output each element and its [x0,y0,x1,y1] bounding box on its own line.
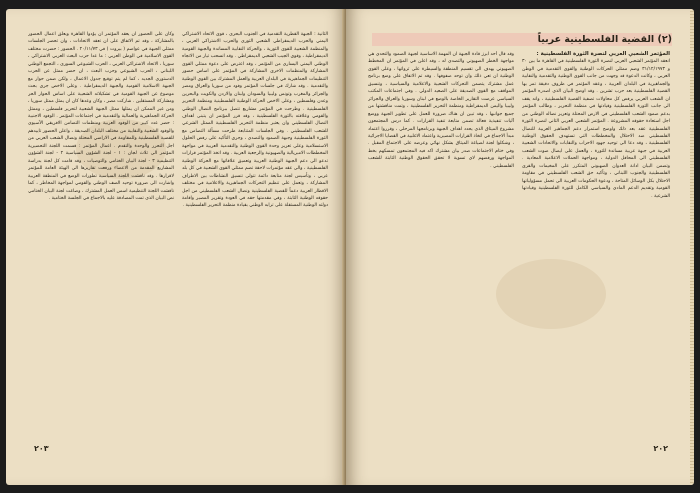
left-page-column-right [182,31,328,445]
left-page-column-left [28,31,174,445]
right-page-column-left [368,51,514,447]
page-edge [690,9,694,485]
left-page-number: ٢٠٣ [34,444,49,453]
right-page [346,9,694,485]
left-page [6,9,346,485]
section-title: المؤتمر الشعبي العربي لنصرة الثورة الفلسطينية : [536,51,670,57]
open-book [6,9,694,485]
left-page-column-left-text: وكان على الحضور ان يعقد المؤتمر ان يؤدوا القاهرة وبعلق اعمال الحضور بالمشاركة ، وقد تم الاتفاق على ان تعقد الاتحادات ، وان تحضر الجلسات ممثلي الجبهة في عواصم ( بيروت ) في ٢٠/١١/٧٣ . الحضور : حضرت مختلف القوى الاسلامية في الوطن العربي : ما عدا حزب البعث العربي الاشتراكي ، سوريا ، الاتحاد الاشتراكي العربي ، الحزب الشيوعي السوري ، التجمع الوطني اللبناني ، الحزب الشيوعي وحزب البعث ، ان حضر ممثل عن الحزب الدستوري الجديد ، كما لم يتم توقيع جدول الاعمال ، ولكن ضمن حوار مع الجبهة الاسلامية القومية والجبهة الديمقراطية . وعلى الاخص جرى بحث موضوع عن الجبهة القومية في تشكيلاته الشعبية على اساس الحوار الحر ومشاركة المستقلين . شاركت مصر ، وكان وعدها كان ان يمثل ممثل سوريا ، ومن غير الممكن ان يمثلها ممثل الجبهة الشعبية لتحرير فلسطين ، وممثل الحركة الجماهيرية والعمالية والتقدمية في اجتماعات المؤتمر . الوفود الاجنبية : حضر عدد كبير من الوفود العربية ومنظمات التضامن الافريقي الآسيوي والوفود الشعبية والنقابية من مختلف البلدان الصديقة ، واعلن الحضور تاييدهم للقضية الفلسطينية وللمقاومة في الاراضي المحتلة ونضال الشعب العربي من اجل التحرر والوحدة والتقدم . اعمال المؤتمر : قسمت اللجنة التحضيرية المؤتمر الى ثلاث لجان : ١ - لجنة الشؤون السياسية ٢ - لجنة الشؤون التنظيمية ٣ - لجنة البيان الختامي والتوصيات ، وقد قامت كل لجنة بدراسة المشاريع المقدمة من الاعضاء ورفعت تقاريرها الى الهيئة العامة للمؤتمر لاقرارها . وقد ناقشت اللجنة السياسية تطورات الوضع في المنطقة العربية واشارت الى ضرورة توحيد الصف الوطني والقومي لمواجهة المخاطر ، كما ناقشت اللجنة التنظيمية اسس العمل المشترك ، وصاغت لجنة البيان الختامي نص البيان الذي تمت المصادقة عليه بالاجماع في الجلسة الختامية . [28,32,174,201]
right-page-column-right [522,51,670,447]
right-page-number: ٢٠٢ [653,444,668,453]
chapter-heading: (٢) القضية الفلسطينية عربياً [537,34,672,45]
left-page-column-right-text: الثانية : الجبهة القطرية التقدمية في الجنوب البحري ، قوى الاتحاد الاشتراكي اليمني والحزب الديمقراطي الشعبي الثوري والحزب الاشتراكي العربي ، والمنظمة الشعبية للقوى الثورية ، والحركة النقابية المساندة والجبهة القومية الديمقراطية ، وقوى الجيب الشعبي الديمقراطي . وقد انسحب تيار من الاتجاه الوطني اليمني اليساري من المؤتمر ، وقد اعترض على دعوة ممثلي القوى المشاركة والمنظمات الاخرى المشاركة في المؤتمر على اساس حضور التنظيمات الجماهيرية في البلدان العربية والعمل المشترك بين القوى الوطنية والتقدمية . وقد شارك في جلسات المؤتمر وفود من سوريا والعراق ومصر والجزائر والمغرب وتونس وليبيا والسودان ولبنان والاردن والكويت والبحرين وعدن وفلسطين ، وعلى الاخص الحركة الوطنية الفلسطينية ومنظمة التحرير الفلسطينية . وطرحت في المؤتمر مشاريع تتصل ببرنامج النضال الوطني والقومي وعلاقته بالثورة الفلسطينية ، وقد قرر المؤتمر ان يتبنى اهداف النضال الفلسطيني وان يعتبر منظمة التحرير الفلسطينية الممثل الشرعي للشعب الفلسطيني . وفي الجلسات المتتابعة طرحت مسألة التضامن مع الثورة الفلسطينية وجبهة الصمود والتصدي ، وجرى التأكيد على رفض الحلول الاستسلامية وعلى تعزيز وحدة القوى الوطنية والتقدمية العربية في مواجهة المخططات الامبريالية والصهيونية والرجعية العربية . وقد اتخذ المؤتمر قرارات تدعو الى دعم الجبهة الوطنية العربية وتعميق علاقاتها مع الحركة الوطنية الفلسطينية ، والى عقد مؤتمرات لاحقة تضم ممثلي القوى الشعبية في كل بلد عربي ، وتأسيس لجنة متابعة دائمة تتولى تنسيق النشاطات بين الاطراف المشاركة ، وتعمل على تنظيم التحركات الجماهيرية والاعلامية في مختلف الاقطار العربية دعماً للقضية الفلسطينية ونضال الشعب الفلسطيني من اجل حقوقه الوطنية الثابتة ، وفي مقدمتها حقه في العودة وتقرير المصير واقامة دولته الوطنية المستقلة على ترابه الوطني بقيادة منظمة التحرير الفلسطينية . [182,32,328,209]
right-page-column-left-text: وقد قال أحد ابرز قادة الجبهة ان المهمة الاساسية لجبهة الصمود والتحدي هي مواجهة الخطر الصهيوني والتصدي له ، وقد اعلن في المؤتمر ان المخطط الصهيوني يهدف الى تقسيم المنطقة والسيطرة على ثرواتها ، وعلى القوى الوطنية ان تعي ذلك وان توحد صفوفها . وقد تم الاتفاق على وضع برنامج عمل مشترك يتضمن التحركات الشعبية والاعلامية والسياسية ، وتنسيق المواقف مع القوى الصديقة على الصعيد الدولي . وفي اجتماعات المكتب السياسي عرضت التقارير الخاصة بالوضع في لبنان وسوريا والعراق والجزائر وليبيا واليمن الديمقراطية ومنظمة التحرير الفلسطينية ، وتمت مناقشتها من جميع جوانبها ، وقد تبين ان هناك ضرورة للعمل على تطوير الجبهة ووضع آليات تنفيذية فعالة تضمن متابعة تنفيذ القرارات . كما درس المجتمعون مشروع الميثاق الذي يحدد اهداف الجبهة وبرنامجها المرحلي ، وقرروا اعتماد مبدأ الاجماع في اتخاذ القرارات المصيرية واعتماد الاغلبية في القضايا الاجرائية ، وشكلوا لجنة لصياغة الميثاق بشكل نهائي وعرضه على الاجتماع المقبل . وفي ختام الاجتماعات صدر بيان مشترك اكد فيه المجتمعون تمسكهم بخط المواجهة ورفضهم لاي تسوية لا تحقق الحقوق الوطنية الثابتة للشعب الفلسطيني . [368,52,514,169]
right-page-column-right-text: انعقد المؤتمر الشعبي العربي لنصرة الثورة الفلسطينية في القاهرة ما بين ٣٠ و ٣١/١٢/١٩٧٣ وضم ممثلي الحركات الوطنية والقوى التقدمية في الوطن العربي ، وكانت الدعوة قد وجهت من جانب القوى الوطنية والتقدمية والنقابية والجماهيرية في البلدان العربية ، وعقد المؤتمر في ظروف دقيقة تمر بها القضية الفلسطينية بعد حرب تشرين . وقد اوضح البيان الذي اصدره المؤتمر ان الشعب العربي يرفض كل محاولات تصفية القضية الفلسطينية ، وانه يقف الى جانب الثورة الفلسطينية وقيادتها في منظمة التحرير ، وطالب المؤتمر بدعم صمود الشعب الفلسطيني في الارض المحتلة وتعزيز نضاله الوطني من اجل استعادة حقوقه المشروعة . المؤتمر الشعبي العربي الثاني لنصرة الثورة الفلسطينية عقد بعد ذلك واوضح استمرار دعم الجماهير العربية للنضال الفلسطيني ضد الاحتلال والمخططات التي تستهدف الحقوق الوطنية الفلسطينية ، وقد دعا الى توحيد جهود الاحزاب والنقابات والاتحادات الشعبية العربية في جبهة عربية مساندة للثورة ، والعمل على ايصال صوت الشعب الفلسطيني الى المحافل الدولية ، ومواجهة الحملات الاعلامية المعادية . وتضمن البيان ادانة العدوان الصهيوني المتكرر على المخيمات والقرى الفلسطينية والجنوب اللبناني ، وتأكيد حق الشعب الفلسطيني في مقاومة الاحتلال بكل الوسائل المتاحة ، ودعوة الحكومات العربية الى تحمل مسؤولياتها القومية وتقديم الدعم المادي والسياسي الكامل للثورة الفلسطينية وقيادتها الشرعية . [522,59,670,199]
